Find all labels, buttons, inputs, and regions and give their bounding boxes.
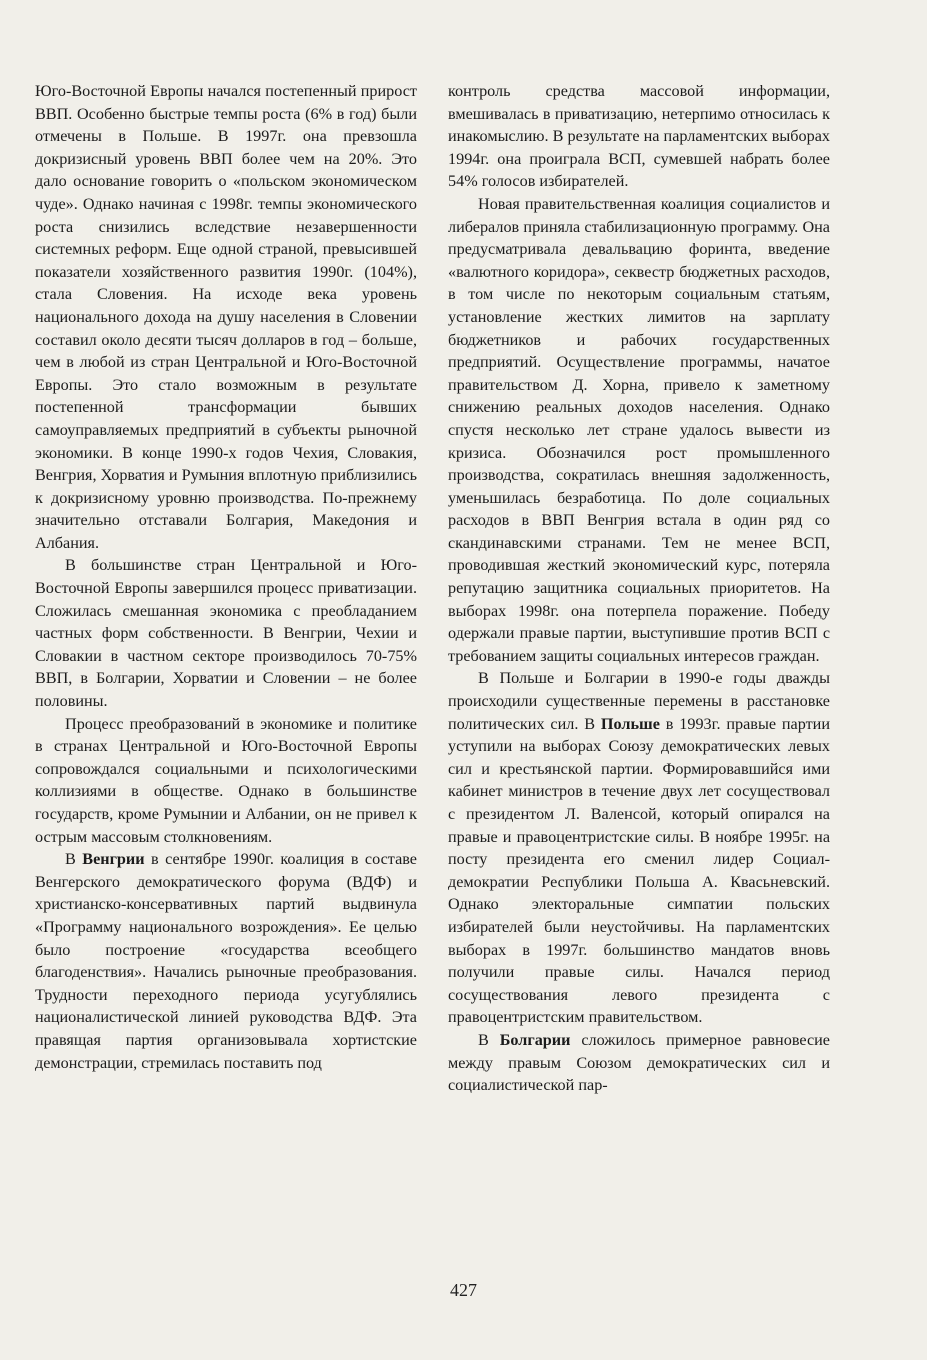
paragraph xyxy=(448,1029,830,1097)
bold-term: Польше xyxy=(600,714,660,733)
paragraph: В большинстве стран Центральной и Юго-Восточной Европы завершился процесс приватизации. Сложилась смешанная экономика с преобладанием частных форм собственности. В Венгрии, Чехии и Словакии в частном секторе производилось 70-75% ВВП, в Болгарии, Хорватии и Словении – не более половины. xyxy=(35,556,417,711)
bold-term: Болгарии xyxy=(499,1030,571,1049)
paragraph xyxy=(35,848,417,1074)
text-run: В Польше и Болгарии в 1990-е годы дважды происходили существенные перемены в расстановке политических сил. В xyxy=(448,669,830,733)
left-column xyxy=(35,80,417,1074)
bold-term: Венгрии xyxy=(82,850,145,869)
right-column xyxy=(448,80,830,1097)
text-run: В xyxy=(478,1030,500,1049)
paragraph: Юго-Восточной Европы начался постепенный прирост ВВП. Особенно быстрые темпы роста (6% в год) были отмечены в Польше. В 1997г. она превзошла докризисный уровень ВВП более чем на 20%. Это дало основание говорить о «польском экономическом чуде». Однако начиная с 1998г. темпы экономического роста снизились вследствие незавершенности системных реформ. Еще одной страной, превысившей показатели хозяйственного развития 1990г. (104%), стала Словения. На исходе века уровень национального дохода на душу населения в Словении составил около десяти тысяч долларов в год – больше, чем в любой из стран Центральной и Юго-Восточной Европы. Это стало возможным в результате постепенной трансформации бывших самоуправляемых предприятий в субъекты рыночной экономики. В конце 1990-х годов Чехия, Словакия, Венгрия, Хорватия и Румыния вплотную приблизились к докризисному уровню производства. По-прежнему значительно отставали Болгария, Македония и Албания. xyxy=(35,82,417,552)
page-number: 427 xyxy=(450,1280,477,1300)
paragraph xyxy=(448,667,830,1029)
text-run: в сентябре 1990г. коалиция в составе Венгерского демократического форума (ВДФ) и христианско-консервативных партий выдвинула «Программу национального возрождения». Ее целью было построение «государства всеобщего благоденствия». Начались рыночные преобразования. Трудности переходного периода усугублялись националистической линией руководства ВДФ. Эта правящая партия организовывала хортистские демонстрации, стремилась поставить под xyxy=(35,850,417,1072)
text-run: в 1993г. правые партии уступили на выборах Союзу демократических левых сил и крестьянской партии. Формировавшийся ими кабинет министров в течение двух лет сосуществовал с президентом Л. Валенсой, который опирался на правые и правоцентристские силы. В ноябре 1995г. на посту президента его сменил лидер Социал-демократии Республики Польша А. Квасьневский. Однако электоральные симпатии польских избирателей были неустойчивы. На парламентских выборах в 1997г. большинство мандатов вновь получили правые силы. Начался период сосуществования левого президента с правоцентристским правительством. xyxy=(448,714,830,1027)
paragraph: Новая правительственная коалиция социалистов и либералов приняла стабилизационную программу. Она предусматривала девальвацию форинта, введение «валютного коридора», секвестр бюджетных расходов, в том числе по некоторым социальным статьям, установление жестких лимитов на зарплату бюджетников и рабочих государственных предприятий. Осуществление программы, начатое правительством Д. Хорна, привело к заметному снижению реальных доходов населения. Однако спустя несколько лет стране удалось вывести из кризиса. Обозначился рост промышленного производства, сократилась внешняя задолженность, уменьшилась безработица. По доле социальных расходов в ВВП Венгрия встала в один ряд со скандинавскими странами. Тем не менее ВСП, проводившая жесткий экономический курс, потеряла репутацию защитника социальных приоритетов. На выборах 1998г. она потерпела поражение. Победу одержали правые партии, выступившие против ВСП с требованием защиты социальных интересов граждан. xyxy=(448,194,830,665)
text-run: В xyxy=(65,850,83,869)
paragraph: контроль средства массовой информации, вмешивалась в приватизацию, нетерпимо относилась к инакомыслию. В результате на парламентских выборах 1994г. она проиграла ВСП, сумевшей набрать более 54% голосов избирателей. xyxy=(448,82,830,191)
text-run: сложилось примерное равновесие между правым Союзом демократических сил и социалистической пар- xyxy=(448,1030,830,1095)
paragraph: Процесс преобразований в экономике и политике в странах Центральной и Юго-Восточной Европы сопровождался социальными и психологическими коллизиями в обществе. Однако в большинстве государств, кроме Румынии и Албании, он не привел к острым массовым столкновениям. xyxy=(35,714,417,846)
